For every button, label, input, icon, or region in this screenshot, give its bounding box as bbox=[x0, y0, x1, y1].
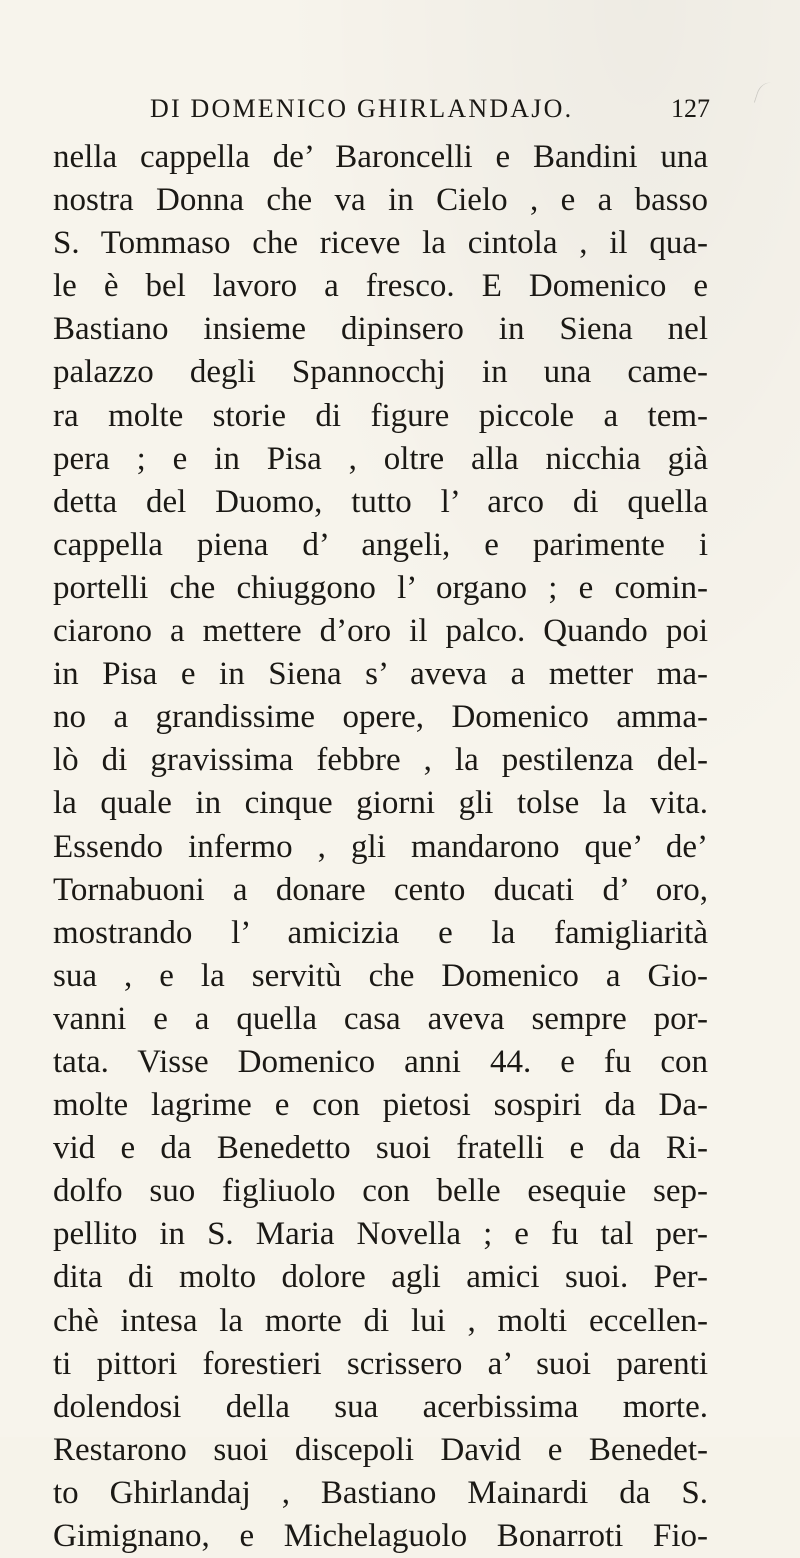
page-header bbox=[150, 94, 710, 134]
text-line: nella cappella de’ Baroncelli e Bandini una bbox=[53, 139, 708, 175]
body-text bbox=[53, 136, 708, 1558]
text-line: to Ghirlandaj , Bastiano Mainardi da S. bbox=[53, 1474, 708, 1511]
text-line: le è bel lavoro a fresco. E Domenico e bbox=[53, 268, 708, 305]
paper-corner-mark bbox=[754, 80, 779, 109]
text-line: nostra Donna che va in Cielo , e a basso bbox=[53, 182, 708, 219]
text-line: no a grandissime opere, Domenico amma- bbox=[53, 699, 708, 736]
text-line: ra molte storie di figure piccole a tem- bbox=[53, 397, 708, 434]
text-line: sua , e la servitù che Domenico a Gio- bbox=[53, 957, 708, 994]
text-line: in Pisa e in Siena s’ aveva a metter ma- bbox=[53, 656, 708, 693]
text-line: dolendosi della sua acerbissima morte. bbox=[53, 1388, 708, 1425]
text-line: lò di gravissima febbre , la pestilenza del- bbox=[53, 742, 708, 779]
text-line: Gimignano, e Michelaguolo Bonarroti Fio- bbox=[53, 1518, 708, 1554]
text-line: ti pittori forestieri scrissero a’ suoi parenti bbox=[53, 1345, 708, 1382]
text-line: chè intesa la morte di lui , molti eccellen- bbox=[53, 1302, 708, 1339]
text-line: ciarono a mettere d’oro il palco. Quando poi bbox=[53, 613, 708, 650]
text-line: dolfo suo figliuolo con belle esequie sep- bbox=[53, 1173, 708, 1210]
text-line: tata. Visse Domenico anni 44. e fu con bbox=[53, 1043, 708, 1080]
text-line: Essendo infermo , gli mandarono que’ de’ bbox=[53, 828, 708, 865]
text-line: mostrando l’ amicizia e la famigliarità bbox=[53, 914, 708, 951]
running-head: DI DOMENICO GHIRLANDAJO. bbox=[150, 94, 574, 123]
text-line: vid e da Benedetto suoi fratelli e da Ri- bbox=[53, 1130, 708, 1167]
text-line: vanni e a quella casa aveva sempre por- bbox=[53, 1000, 708, 1037]
text-line: pellito in S. Maria Novella ; e fu tal per- bbox=[53, 1216, 708, 1253]
text-line: cappella piena d’ angeli, e parimente i bbox=[53, 526, 708, 563]
text-line: detta del Duomo, tutto l’ arco di quella bbox=[53, 483, 708, 520]
text-line: Restarono suoi discepoli David e Benedet- bbox=[53, 1431, 708, 1468]
text-line: la quale in cinque giorni gli tolse la vita. bbox=[53, 785, 708, 822]
text-line: pera ; e in Pisa , oltre alla nicchia già bbox=[53, 440, 708, 477]
page-number: 127 bbox=[671, 94, 710, 123]
text-line: molte lagrime e con pietosi sospiri da Da- bbox=[53, 1087, 708, 1124]
text-line: Tornabuoni a donare cento ducati d’ oro, bbox=[53, 871, 708, 908]
text-line: dita di molto dolore agli amici suoi. Per- bbox=[53, 1259, 708, 1296]
text-line: portelli che chiuggono l’ organo ; e comin- bbox=[53, 569, 708, 606]
text-line: S. Tommaso che riceve la cintola , il qua- bbox=[53, 225, 708, 262]
text-line: palazzo degli Spannocchj in una came- bbox=[53, 354, 708, 391]
text-line: Bastiano insieme dipinsero in Siena nel bbox=[53, 311, 708, 348]
